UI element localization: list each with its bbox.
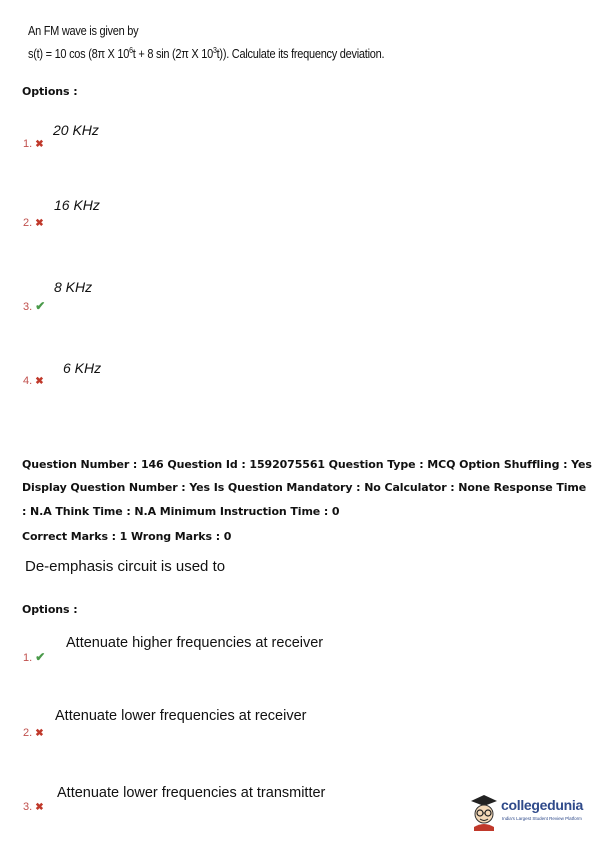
q1-option-1-text[interactable]: 20 KHz xyxy=(53,122,99,138)
cross-icon: ✖ xyxy=(35,728,44,739)
options-label-2: Options : xyxy=(22,603,78,616)
option-number: 4. xyxy=(23,375,33,387)
option-number: 3. xyxy=(23,301,33,313)
formula-part: s(t) = 10 cos (8π X 10 xyxy=(28,47,130,62)
formula-exponent: 6 xyxy=(129,46,133,55)
q1-option-2-number xyxy=(23,217,44,229)
option-number: 3. xyxy=(23,801,33,813)
question-meta-line-3: : N.A Think Time : N.A Minimum Instruction Time : 0 xyxy=(22,505,340,518)
question-meta-line-1: Question Number : 146 Question Id : 1592075561 Question Type : MCQ Option Shuffling : Yes xyxy=(22,458,592,471)
formula-part: t)). Calculate its frequency deviation. xyxy=(216,47,385,62)
question-marks: Correct Marks : 1 Wrong Marks : 0 xyxy=(22,530,232,543)
option-number: 2. xyxy=(23,727,33,739)
formula-part: t + 8 sin (2π X 10 xyxy=(132,47,213,62)
logo-name: collegedunia xyxy=(501,797,583,813)
q1-option-4-number xyxy=(23,375,44,387)
q1-option-3-text[interactable]: 8 KHz xyxy=(54,279,93,295)
q1-option-1-number xyxy=(23,138,44,150)
formula-exponent: 3 xyxy=(212,46,217,55)
option-number: 1. xyxy=(23,652,33,664)
q2-option-3-text[interactable]: Attenuate lower frequencies at transmitter xyxy=(57,785,326,801)
question-2-text: De-emphasis circuit is used to xyxy=(25,558,226,575)
q2-option-1-number xyxy=(23,650,45,664)
question-meta-line-2: Display Question Number : Yes Is Question Mandatory : No Calculator : None Response Time xyxy=(22,481,587,494)
q2-option-1-text[interactable]: Attenuate higher frequencies at receiver xyxy=(66,635,324,651)
cross-icon: ✖ xyxy=(35,802,44,813)
collegedunia-logo[interactable] xyxy=(468,793,590,833)
logo-tagline: India's Largest Student Review Platform xyxy=(502,816,582,821)
cross-icon: ✖ xyxy=(35,139,44,150)
options-label: Options : xyxy=(22,85,78,98)
cross-icon: ✖ xyxy=(35,376,44,387)
q2-option-3-number xyxy=(23,801,44,813)
check-icon: ✔ xyxy=(35,299,46,313)
q1-option-3-number xyxy=(23,299,45,313)
question-1-line-1: An FM wave is given by xyxy=(28,24,139,38)
option-number: 1. xyxy=(23,138,33,150)
option-number: 2. xyxy=(23,217,33,229)
check-icon: ✔ xyxy=(35,650,46,664)
q2-option-2-text[interactable]: Attenuate lower frequencies at receiver xyxy=(55,708,307,724)
q1-option-2-text[interactable]: 16 KHz xyxy=(54,197,100,213)
q1-option-4-text[interactable]: 6 KHz xyxy=(63,360,102,376)
question-1-line-2 xyxy=(28,43,384,62)
q2-option-2-number xyxy=(23,727,44,739)
cross-icon: ✖ xyxy=(35,218,44,229)
graduate-mascot-icon xyxy=(468,793,500,831)
